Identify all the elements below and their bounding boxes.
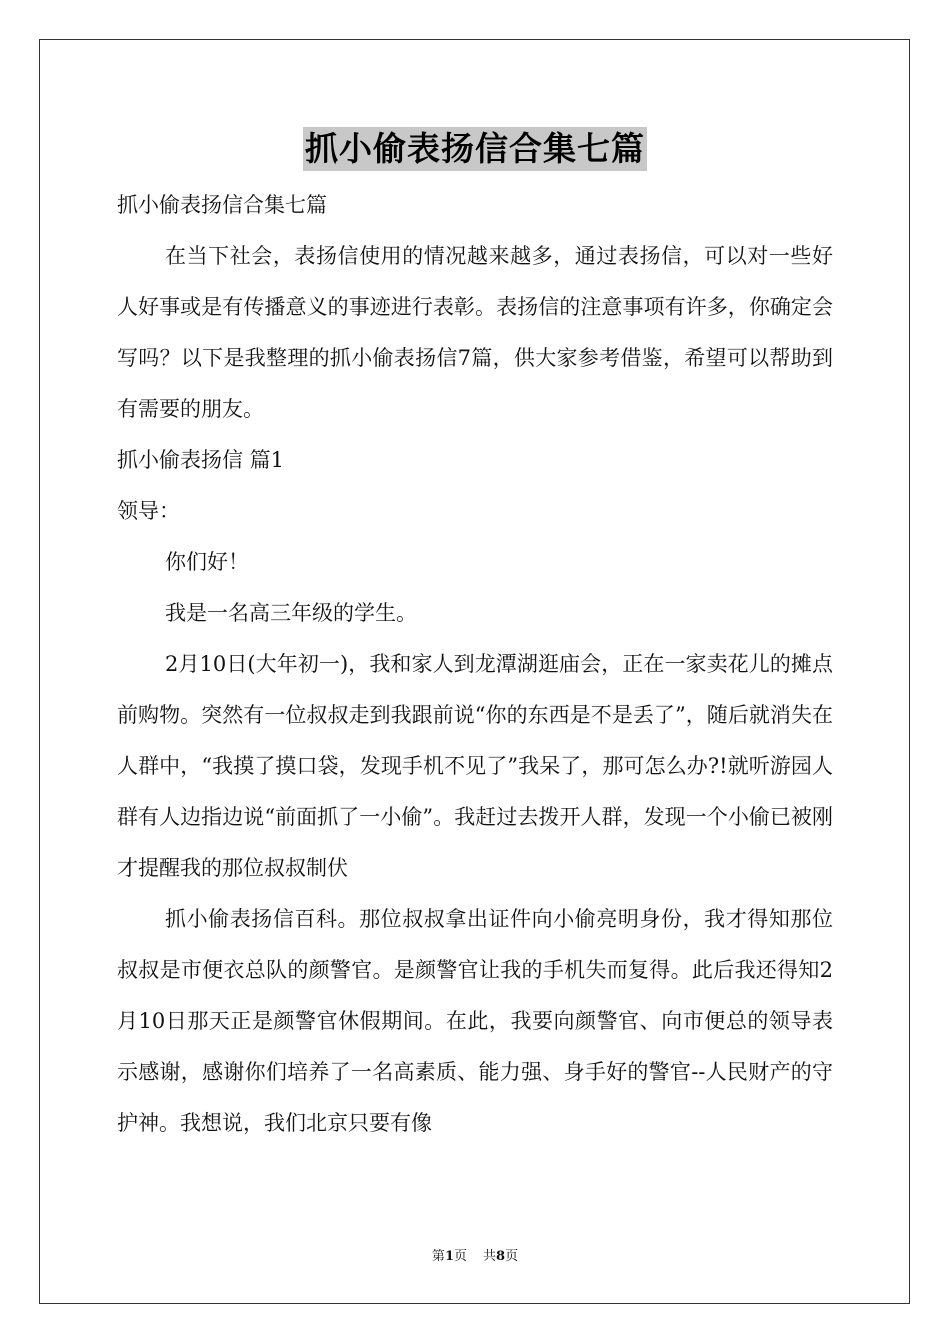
page-prefix: 第	[431, 1249, 445, 1264]
document-subtitle: 抓小偷表扬信合集七篇	[117, 193, 327, 217]
self-introduction: 我是一名高三年级的学生。	[165, 601, 417, 625]
section-heading: 抓小偷表扬信 篇1	[117, 448, 285, 472]
page-suffix: 页	[453, 1249, 467, 1264]
page-number: 1	[444, 1249, 454, 1264]
story-paragraph: 2月10日(大年初一)，我和家人到龙潭湖逛庙会，正在一家卖花儿的摊点前购物。突然有一位叔叔走到我跟前说“你的东西是不是丢了”，随后就消失在人群中，“我摸了摸口袋，发现手机不见了”我呆了，那可怎么办?!就听游园人群有人边指边说“前面抓了一小偷”。我赶过去拨开人群，发现一个小偷已被刚才提醒我的那位叔叔制伏	[117, 652, 833, 880]
title-container	[0, 127, 950, 171]
document-title: 抓小偷表扬信合集七篇	[303, 127, 647, 171]
thanks-paragraph: 抓小偷表扬信百科。那位叔叔拿出证件向小偷亮明身份，我才得知那位叔叔是市便衣总队的颜警官。是颜警官让我的手机失而复得。此后我还得知2月10日那天正是颜警官休假期间。在此，我要向颜警官、向市便总的领导表示感谢，感谢你们培养了一名高素质、能力强、身手好的警官--人民财产的守护神。我想说，我们北京只要有像	[117, 907, 833, 1135]
salutation: 领导：	[117, 499, 180, 523]
page-footer	[0, 1245, 950, 1264]
total-suffix: 页	[505, 1249, 519, 1264]
total-prefix: 共	[483, 1249, 497, 1264]
greeting: 你们好！	[165, 550, 249, 574]
document-body	[117, 180, 833, 1149]
page-total: 8	[496, 1249, 506, 1264]
intro-paragraph: 在当下社会，表扬信使用的情况越来越多，通过表扬信，可以对一些好人好事或是有传播意义的事迹进行表彰。表扬信的注意事项有许多，你确定会写吗？以下是我整理的抓小偷表扬信7篇，供大家参考借鉴，希望可以帮助到有需要的朋友。	[117, 244, 833, 421]
